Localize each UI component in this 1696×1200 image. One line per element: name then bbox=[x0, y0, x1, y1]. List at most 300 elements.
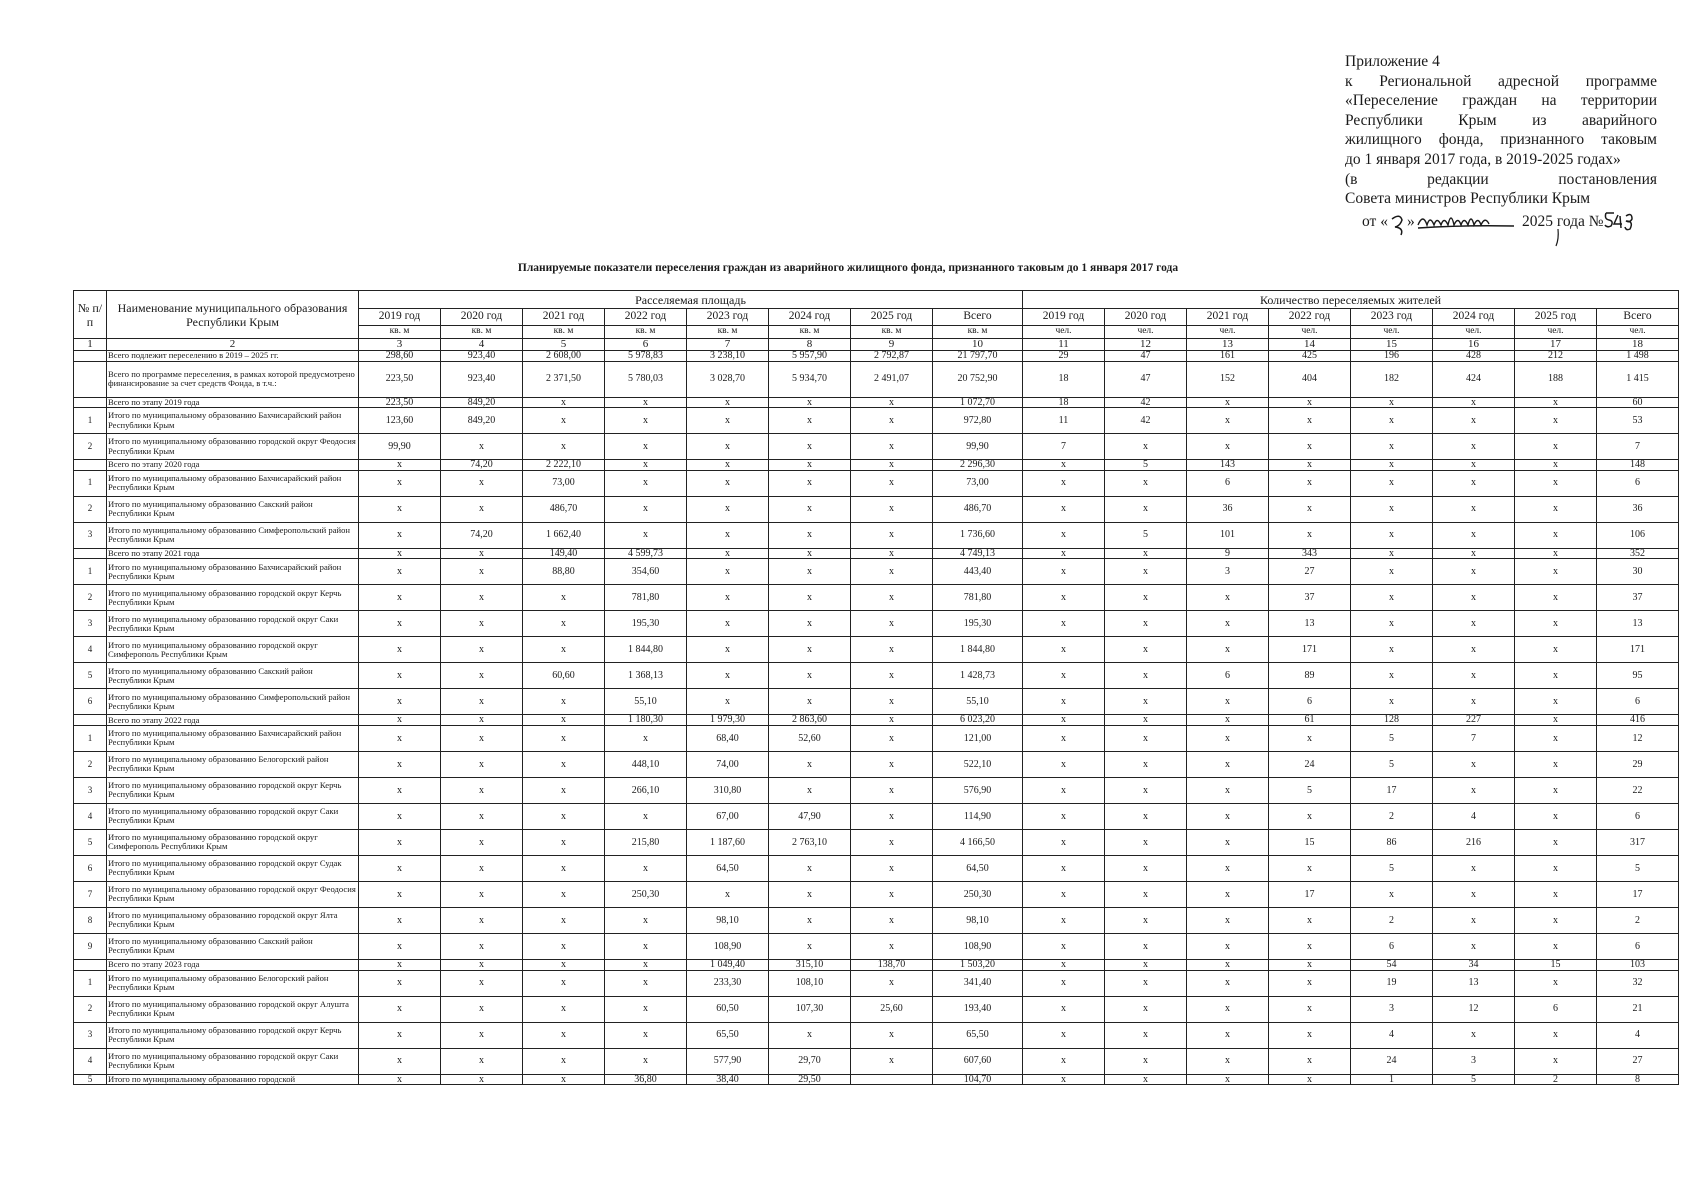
people-cell: х bbox=[1515, 855, 1597, 881]
area-cell: х bbox=[769, 496, 851, 522]
people-cell: 6 bbox=[1597, 933, 1679, 959]
column-header-unit: кв. м bbox=[687, 326, 769, 339]
people-cell: х bbox=[1351, 397, 1433, 408]
people-cell: 148 bbox=[1597, 460, 1679, 471]
table-row bbox=[74, 585, 1679, 611]
column-number-row bbox=[74, 339, 1679, 351]
row-number: 4 bbox=[74, 637, 107, 663]
column-header-year: 2022 год bbox=[605, 309, 687, 326]
people-cell: х bbox=[1187, 397, 1269, 408]
area-cell: 64,50 bbox=[933, 855, 1023, 881]
people-cell: 9 bbox=[1187, 548, 1269, 559]
area-cell: 223,50 bbox=[359, 397, 441, 408]
people-cell: х bbox=[1187, 408, 1269, 434]
row-name: Всего подлежит переселению в 2019 – 2025 гг. bbox=[107, 351, 359, 362]
area-cell: х bbox=[605, 397, 687, 408]
area-cell: 64,50 bbox=[687, 855, 769, 881]
people-cell: х bbox=[1105, 585, 1187, 611]
people-cell: х bbox=[1515, 803, 1597, 829]
area-cell: х bbox=[605, 408, 687, 434]
people-cell: х bbox=[1187, 1022, 1269, 1048]
area-cell: х bbox=[441, 959, 523, 970]
people-cell: х bbox=[1515, 933, 1597, 959]
people-cell: х bbox=[1187, 777, 1269, 803]
people-cell: х bbox=[1433, 460, 1515, 471]
people-cell: 34 bbox=[1433, 959, 1515, 970]
people-cell: х bbox=[1269, 434, 1351, 460]
people-cell: х bbox=[1187, 611, 1269, 637]
people-cell: 5 bbox=[1105, 522, 1187, 548]
area-cell: х bbox=[769, 881, 851, 907]
row-number: 5 bbox=[74, 829, 107, 855]
people-cell: х bbox=[1105, 751, 1187, 777]
area-cell: х bbox=[359, 933, 441, 959]
area-cell: х bbox=[851, 559, 933, 585]
people-cell: х bbox=[1433, 855, 1515, 881]
area-cell: 2 296,30 bbox=[933, 460, 1023, 471]
people-cell: х bbox=[1351, 496, 1433, 522]
column-header-year: 2024 год bbox=[1433, 309, 1515, 326]
row-number bbox=[74, 460, 107, 471]
row-number bbox=[74, 361, 107, 397]
people-cell: 27 bbox=[1269, 559, 1351, 585]
area-cell: х bbox=[769, 637, 851, 663]
people-cell: х bbox=[1105, 496, 1187, 522]
people-cell: х bbox=[1515, 829, 1597, 855]
row-name: Итого по муниципальному образованию Белогорский район Республики Крым bbox=[107, 751, 359, 777]
area-cell: 99,90 bbox=[359, 434, 441, 460]
area-cell: 65,50 bbox=[687, 1022, 769, 1048]
area-cell: х bbox=[441, 777, 523, 803]
area-cell: х bbox=[605, 1048, 687, 1074]
people-cell: х bbox=[1187, 1074, 1269, 1085]
area-cell: х bbox=[359, 881, 441, 907]
people-cell: х bbox=[1433, 751, 1515, 777]
row-number bbox=[74, 715, 107, 726]
people-cell: 428 bbox=[1433, 351, 1515, 362]
area-cell: 2 491,07 bbox=[851, 361, 933, 397]
people-cell: х bbox=[1187, 637, 1269, 663]
appendix-line: жилищного фонда, признанного таковым bbox=[1345, 131, 1657, 149]
area-cell: х bbox=[359, 715, 441, 726]
area-cell: х bbox=[769, 933, 851, 959]
area-cell: х bbox=[605, 434, 687, 460]
area-cell: х bbox=[523, 881, 605, 907]
people-cell: 19 bbox=[1351, 970, 1433, 996]
people-cell: 3 bbox=[1351, 996, 1433, 1022]
people-cell: 13 bbox=[1433, 970, 1515, 996]
people-cell: х bbox=[1351, 470, 1433, 496]
area-cell: х bbox=[769, 522, 851, 548]
people-cell: х bbox=[1515, 522, 1597, 548]
column-number: 3 bbox=[359, 339, 441, 351]
people-cell: х bbox=[1433, 548, 1515, 559]
area-cell: х bbox=[687, 548, 769, 559]
table-row bbox=[74, 725, 1679, 751]
column-header-year: 2021 год bbox=[523, 309, 605, 326]
column-header-unit: кв. м bbox=[769, 326, 851, 339]
area-cell: х bbox=[441, 751, 523, 777]
people-cell: х bbox=[1187, 1048, 1269, 1074]
area-cell: 250,30 bbox=[605, 881, 687, 907]
area-cell: х bbox=[851, 522, 933, 548]
table-row bbox=[74, 1048, 1679, 1074]
area-cell: х bbox=[441, 663, 523, 689]
row-number: 7 bbox=[74, 881, 107, 907]
area-cell: 2 371,50 bbox=[523, 361, 605, 397]
people-cell: х bbox=[1023, 970, 1105, 996]
column-header-unit: чел. bbox=[1597, 326, 1679, 339]
area-cell: 849,20 bbox=[441, 408, 523, 434]
people-cell: 216 bbox=[1433, 829, 1515, 855]
people-cell: х bbox=[1515, 408, 1597, 434]
people-cell: х bbox=[1515, 1022, 1597, 1048]
area-cell: 1 428,73 bbox=[933, 663, 1023, 689]
area-cell: х bbox=[769, 777, 851, 803]
area-cell: 52,60 bbox=[769, 725, 851, 751]
table-row bbox=[74, 611, 1679, 637]
people-cell: х bbox=[1269, 725, 1351, 751]
row-name: Всего по этапу 2019 года bbox=[107, 397, 359, 408]
area-cell: 121,00 bbox=[933, 725, 1023, 751]
people-cell: 30 bbox=[1597, 559, 1679, 585]
column-number: 7 bbox=[687, 339, 769, 351]
people-cell: х bbox=[1023, 881, 1105, 907]
area-cell: х bbox=[523, 829, 605, 855]
people-cell: х bbox=[1433, 933, 1515, 959]
area-cell: х bbox=[769, 689, 851, 715]
area-cell: х bbox=[523, 637, 605, 663]
row-number: 1 bbox=[74, 559, 107, 585]
people-cell: х bbox=[1187, 725, 1269, 751]
date-year: 2025 года № bbox=[1522, 213, 1604, 230]
handwritten-date-signature bbox=[1362, 207, 1652, 247]
column-header-name: Наименование муниципального образования Республики Крым bbox=[107, 291, 359, 339]
people-cell: 60 bbox=[1597, 397, 1679, 408]
people-cell: х bbox=[1023, 522, 1105, 548]
column-header-year: 2020 год bbox=[1105, 309, 1187, 326]
people-cell: х bbox=[1105, 1022, 1187, 1048]
area-cell: х bbox=[441, 434, 523, 460]
area-cell: 354,60 bbox=[605, 559, 687, 585]
area-cell: 5 780,03 bbox=[605, 361, 687, 397]
area-cell: х bbox=[441, 970, 523, 996]
area-cell: 266,10 bbox=[605, 777, 687, 803]
row-name: Итого по муниципальному образованию городской округ Феодосия Республики Крым bbox=[107, 434, 359, 460]
area-cell: х bbox=[359, 522, 441, 548]
row-number: 8 bbox=[74, 907, 107, 933]
people-cell: 1 498 bbox=[1597, 351, 1679, 362]
people-cell: 6 bbox=[1187, 470, 1269, 496]
people-cell: х bbox=[1105, 689, 1187, 715]
column-header-year: 2019 год bbox=[359, 309, 441, 326]
people-cell: х bbox=[1187, 996, 1269, 1022]
people-cell: х bbox=[1105, 959, 1187, 970]
table-row bbox=[74, 470, 1679, 496]
people-cell: 352 bbox=[1597, 548, 1679, 559]
people-cell: х bbox=[1351, 637, 1433, 663]
area-cell: х bbox=[687, 397, 769, 408]
date-day-handwritten-icon bbox=[1392, 216, 1402, 235]
people-cell: 8 bbox=[1597, 1074, 1679, 1085]
table-row bbox=[74, 351, 1679, 362]
area-cell: х bbox=[851, 777, 933, 803]
people-cell: х bbox=[1023, 907, 1105, 933]
appendix-line: Республики Крым из аварийного bbox=[1345, 111, 1657, 129]
area-cell: х bbox=[851, 715, 933, 726]
area-cell: х bbox=[687, 522, 769, 548]
area-cell: 73,00 bbox=[933, 470, 1023, 496]
people-cell: 17 bbox=[1269, 881, 1351, 907]
group-header-area: Расселяемая площадь bbox=[359, 291, 1023, 309]
row-number: 2 bbox=[74, 751, 107, 777]
area-cell: х bbox=[441, 548, 523, 559]
people-cell: х bbox=[1023, 585, 1105, 611]
people-cell: х bbox=[1023, 470, 1105, 496]
area-cell: 972,80 bbox=[933, 408, 1023, 434]
area-cell: х bbox=[851, 470, 933, 496]
area-cell: 38,40 bbox=[687, 1074, 769, 1085]
people-cell: х bbox=[1105, 434, 1187, 460]
people-cell: х bbox=[1023, 460, 1105, 471]
people-cell: 161 bbox=[1187, 351, 1269, 362]
people-cell: 6 bbox=[1597, 803, 1679, 829]
row-number: 9 bbox=[74, 933, 107, 959]
people-cell: х bbox=[1515, 907, 1597, 933]
area-cell: 448,10 bbox=[605, 751, 687, 777]
people-cell: 24 bbox=[1269, 751, 1351, 777]
table-row bbox=[74, 522, 1679, 548]
area-cell: 74,20 bbox=[441, 460, 523, 471]
area-cell: х bbox=[359, 725, 441, 751]
area-cell: х bbox=[605, 855, 687, 881]
people-cell: х bbox=[1023, 548, 1105, 559]
area-cell: 149,40 bbox=[523, 548, 605, 559]
column-header-unit: кв. м bbox=[359, 326, 441, 339]
people-cell: 12 bbox=[1433, 996, 1515, 1022]
column-header-number: № п/п bbox=[74, 291, 107, 339]
people-cell: х bbox=[1351, 881, 1433, 907]
area-cell: х bbox=[687, 689, 769, 715]
people-cell: х bbox=[1105, 907, 1187, 933]
people-cell: х bbox=[1023, 689, 1105, 715]
area-cell: х bbox=[851, 725, 933, 751]
row-name: Всего по этапу 2021 года bbox=[107, 548, 359, 559]
people-cell: 5 bbox=[1351, 855, 1433, 881]
column-number: 10 bbox=[933, 339, 1023, 351]
people-cell: 103 bbox=[1597, 959, 1679, 970]
table-row bbox=[74, 361, 1679, 397]
people-cell: 7 bbox=[1597, 434, 1679, 460]
area-cell: х bbox=[769, 397, 851, 408]
people-cell: х bbox=[1269, 996, 1351, 1022]
area-cell: 2 792,87 bbox=[851, 351, 933, 362]
column-number: 14 bbox=[1269, 339, 1351, 351]
area-cell: 107,30 bbox=[769, 996, 851, 1022]
area-cell: х bbox=[769, 408, 851, 434]
people-cell: х bbox=[1269, 470, 1351, 496]
people-cell: 37 bbox=[1269, 585, 1351, 611]
row-number: 2 bbox=[74, 434, 107, 460]
people-cell: х bbox=[1023, 959, 1105, 970]
people-cell: х bbox=[1433, 881, 1515, 907]
people-cell: х bbox=[1351, 663, 1433, 689]
people-cell: х bbox=[1023, 725, 1105, 751]
people-cell: х bbox=[1187, 751, 1269, 777]
area-cell: х bbox=[523, 751, 605, 777]
table-row bbox=[74, 397, 1679, 408]
table-row bbox=[74, 496, 1679, 522]
table-row bbox=[74, 460, 1679, 471]
row-name: Итого по муниципальному образованию городской округ Керчь Республики Крым bbox=[107, 1022, 359, 1048]
area-cell: х bbox=[441, 855, 523, 881]
column-header-unit: чел. bbox=[1515, 326, 1597, 339]
row-number: 3 bbox=[74, 611, 107, 637]
area-cell: х bbox=[441, 559, 523, 585]
people-cell: 6 bbox=[1187, 663, 1269, 689]
people-cell: х bbox=[1023, 559, 1105, 585]
area-cell: х bbox=[851, 1022, 933, 1048]
table-title: Планируемые показатели переселения граждан из аварийного жилищного фонда, признанного таковым до 1 января 2017 года bbox=[517, 262, 1179, 274]
row-number bbox=[74, 548, 107, 559]
row-number: 1 bbox=[74, 470, 107, 496]
people-cell: 143 bbox=[1187, 460, 1269, 471]
column-number: 9 bbox=[851, 339, 933, 351]
people-cell: 17 bbox=[1351, 777, 1433, 803]
people-cell: х bbox=[1187, 907, 1269, 933]
people-cell: х bbox=[1433, 496, 1515, 522]
area-cell: х bbox=[605, 1022, 687, 1048]
people-cell: х bbox=[1023, 855, 1105, 881]
people-cell: 21 bbox=[1597, 996, 1679, 1022]
area-cell: х bbox=[523, 408, 605, 434]
area-cell: х bbox=[851, 881, 933, 907]
area-cell: 250,30 bbox=[933, 881, 1023, 907]
area-cell: 1 844,80 bbox=[933, 637, 1023, 663]
column-header-unit: кв. м bbox=[523, 326, 605, 339]
people-cell: х bbox=[1515, 460, 1597, 471]
people-cell: х bbox=[1269, 496, 1351, 522]
area-cell: 4 599,73 bbox=[605, 548, 687, 559]
people-cell: 32 bbox=[1597, 970, 1679, 996]
people-cell: х bbox=[1515, 637, 1597, 663]
people-cell: 3 bbox=[1187, 559, 1269, 585]
area-cell: 2 608,00 bbox=[523, 351, 605, 362]
people-cell: х bbox=[1269, 933, 1351, 959]
row-number: 4 bbox=[74, 1048, 107, 1074]
area-cell: 486,70 bbox=[933, 496, 1023, 522]
row-number: 5 bbox=[74, 1074, 107, 1085]
area-cell: 65,50 bbox=[933, 1022, 1023, 1048]
column-number: 18 bbox=[1597, 339, 1679, 351]
area-cell: х bbox=[359, 803, 441, 829]
column-header-unit: чел. bbox=[1351, 326, 1433, 339]
area-cell: х bbox=[441, 1022, 523, 1048]
people-cell: 61 bbox=[1269, 715, 1351, 726]
area-cell: 1 503,20 bbox=[933, 959, 1023, 970]
table-row bbox=[74, 1022, 1679, 1048]
people-cell: х bbox=[1515, 548, 1597, 559]
people-cell: х bbox=[1105, 1074, 1187, 1085]
area-cell: 25,60 bbox=[851, 996, 933, 1022]
people-cell: 24 bbox=[1351, 1048, 1433, 1074]
column-number: 2 bbox=[107, 339, 359, 351]
table-row bbox=[74, 715, 1679, 726]
people-cell: х bbox=[1105, 803, 1187, 829]
area-cell: 1 979,30 bbox=[687, 715, 769, 726]
area-cell: х bbox=[441, 725, 523, 751]
area-cell: 923,40 bbox=[441, 361, 523, 397]
area-cell: х bbox=[605, 725, 687, 751]
area-cell: х bbox=[523, 1022, 605, 1048]
people-cell: 425 bbox=[1269, 351, 1351, 362]
area-cell: х bbox=[605, 522, 687, 548]
people-cell: 86 bbox=[1351, 829, 1433, 855]
area-cell: 233,30 bbox=[687, 970, 769, 996]
table-row bbox=[74, 803, 1679, 829]
area-cell: х bbox=[441, 470, 523, 496]
area-cell: х bbox=[769, 907, 851, 933]
people-cell: 13 bbox=[1597, 611, 1679, 637]
people-cell: 227 bbox=[1433, 715, 1515, 726]
column-header-year: 2025 год bbox=[851, 309, 933, 326]
people-cell: 53 bbox=[1597, 408, 1679, 434]
people-cell: х bbox=[1515, 881, 1597, 907]
people-cell: х bbox=[1433, 408, 1515, 434]
row-name: Итого по муниципальному образованию Белогорский район Республики Крым bbox=[107, 970, 359, 996]
area-cell: х bbox=[769, 585, 851, 611]
area-cell: 193,40 bbox=[933, 996, 1023, 1022]
area-cell: 781,80 bbox=[933, 585, 1023, 611]
area-cell: 114,90 bbox=[933, 803, 1023, 829]
people-cell: 42 bbox=[1105, 408, 1187, 434]
row-number: 6 bbox=[74, 855, 107, 881]
area-cell: х bbox=[523, 611, 605, 637]
people-cell: 343 bbox=[1269, 548, 1351, 559]
area-cell: х bbox=[359, 1074, 441, 1085]
people-cell: 2 bbox=[1351, 907, 1433, 933]
people-cell: 6 bbox=[1351, 933, 1433, 959]
people-cell: 42 bbox=[1105, 397, 1187, 408]
area-cell: 108,90 bbox=[933, 933, 1023, 959]
people-cell: х bbox=[1269, 1074, 1351, 1085]
column-header-unit: чел. bbox=[1269, 326, 1351, 339]
area-cell: х bbox=[687, 585, 769, 611]
people-cell: х bbox=[1433, 522, 1515, 548]
people-cell: х bbox=[1433, 611, 1515, 637]
area-cell: 215,80 bbox=[605, 829, 687, 855]
row-name: Всего по этапу 2020 года bbox=[107, 460, 359, 471]
area-cell: х bbox=[851, 907, 933, 933]
people-cell: х bbox=[1433, 559, 1515, 585]
column-header-unit: чел. bbox=[1105, 326, 1187, 339]
area-cell: х bbox=[851, 829, 933, 855]
people-cell: х bbox=[1105, 829, 1187, 855]
people-cell: х bbox=[1515, 751, 1597, 777]
people-cell: х bbox=[1433, 585, 1515, 611]
people-cell: 128 bbox=[1351, 715, 1433, 726]
row-name: Итого по муниципальному образованию Симферопольский район Республики Крым bbox=[107, 522, 359, 548]
area-cell: 68,40 bbox=[687, 725, 769, 751]
row-name: Итого по муниципальному образованию Симферопольский район Республики Крым bbox=[107, 689, 359, 715]
area-cell: х bbox=[851, 933, 933, 959]
people-cell: 6 bbox=[1597, 689, 1679, 715]
column-number: 1 bbox=[74, 339, 107, 351]
people-cell: х bbox=[1187, 829, 1269, 855]
area-cell: х bbox=[769, 1022, 851, 1048]
area-cell: 576,90 bbox=[933, 777, 1023, 803]
area-cell: х bbox=[441, 829, 523, 855]
